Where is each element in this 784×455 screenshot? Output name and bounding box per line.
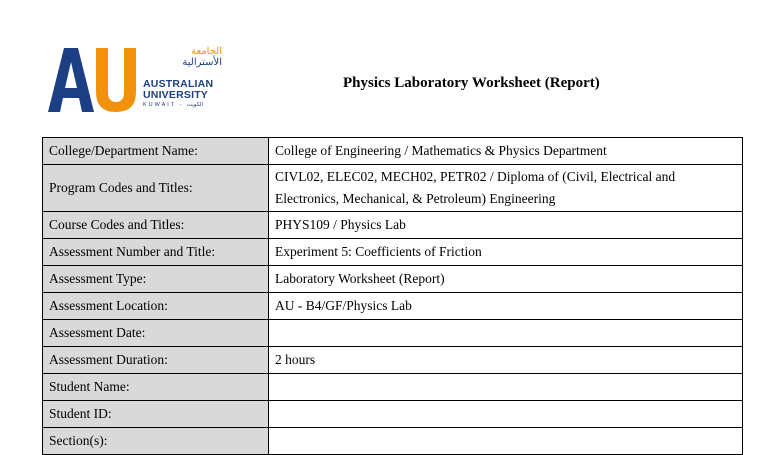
row-value: CIVL02, ELEC02, MECH02, PETR02 / Diploma of (Civil, Electrical and Electronics, Mechanical, & Petroleum) Engineering xyxy=(269,165,743,212)
table-row xyxy=(43,428,743,455)
row-label: Section(s): xyxy=(43,428,269,455)
row-value xyxy=(269,401,743,428)
table-row xyxy=(43,165,743,212)
table-row xyxy=(43,266,743,293)
table-row xyxy=(43,320,743,347)
table-row xyxy=(43,347,743,374)
logo-arabic-text: الجامعة الأسترالية xyxy=(182,46,222,68)
au-logo-icon xyxy=(46,44,138,112)
row-value xyxy=(269,320,743,347)
university-logo xyxy=(46,44,221,116)
row-value: College of Engineering / Mathematics & Physics Department xyxy=(269,138,743,165)
table-row xyxy=(43,374,743,401)
row-label: Program Codes and Titles: xyxy=(43,165,269,212)
table-row xyxy=(43,293,743,320)
table-row xyxy=(43,401,743,428)
logo-subtitle: KUWAIT - الكويت xyxy=(143,102,203,108)
row-value xyxy=(269,374,743,401)
row-label: Assessment Number and Title: xyxy=(43,239,269,266)
row-value: Laboratory Worksheet (Report) xyxy=(269,266,743,293)
row-value: 2 hours xyxy=(269,347,743,374)
table-row xyxy=(43,212,743,239)
table-row xyxy=(43,138,743,165)
table-row xyxy=(43,239,743,266)
row-value: Experiment 5: Coefficients of Friction xyxy=(269,239,743,266)
row-value xyxy=(269,428,743,455)
row-label: Assessment Type: xyxy=(43,266,269,293)
logo-english-text: AUSTRALIAN UNIVERSITY xyxy=(143,78,214,101)
row-label: Course Codes and Titles: xyxy=(43,212,269,239)
row-label: College/Department Name: xyxy=(43,138,269,165)
row-label: Student ID: xyxy=(43,401,269,428)
row-label: Assessment Date: xyxy=(43,320,269,347)
page-title: Physics Laboratory Worksheet (Report) xyxy=(343,75,600,91)
info-table xyxy=(42,137,743,455)
row-value: PHYS109 / Physics Lab xyxy=(269,212,743,239)
row-value: AU - B4/GF/Physics Lab xyxy=(269,293,743,320)
row-label: Assessment Duration: xyxy=(43,347,269,374)
row-label: Assessment Location: xyxy=(43,293,269,320)
row-label: Student Name: xyxy=(43,374,269,401)
